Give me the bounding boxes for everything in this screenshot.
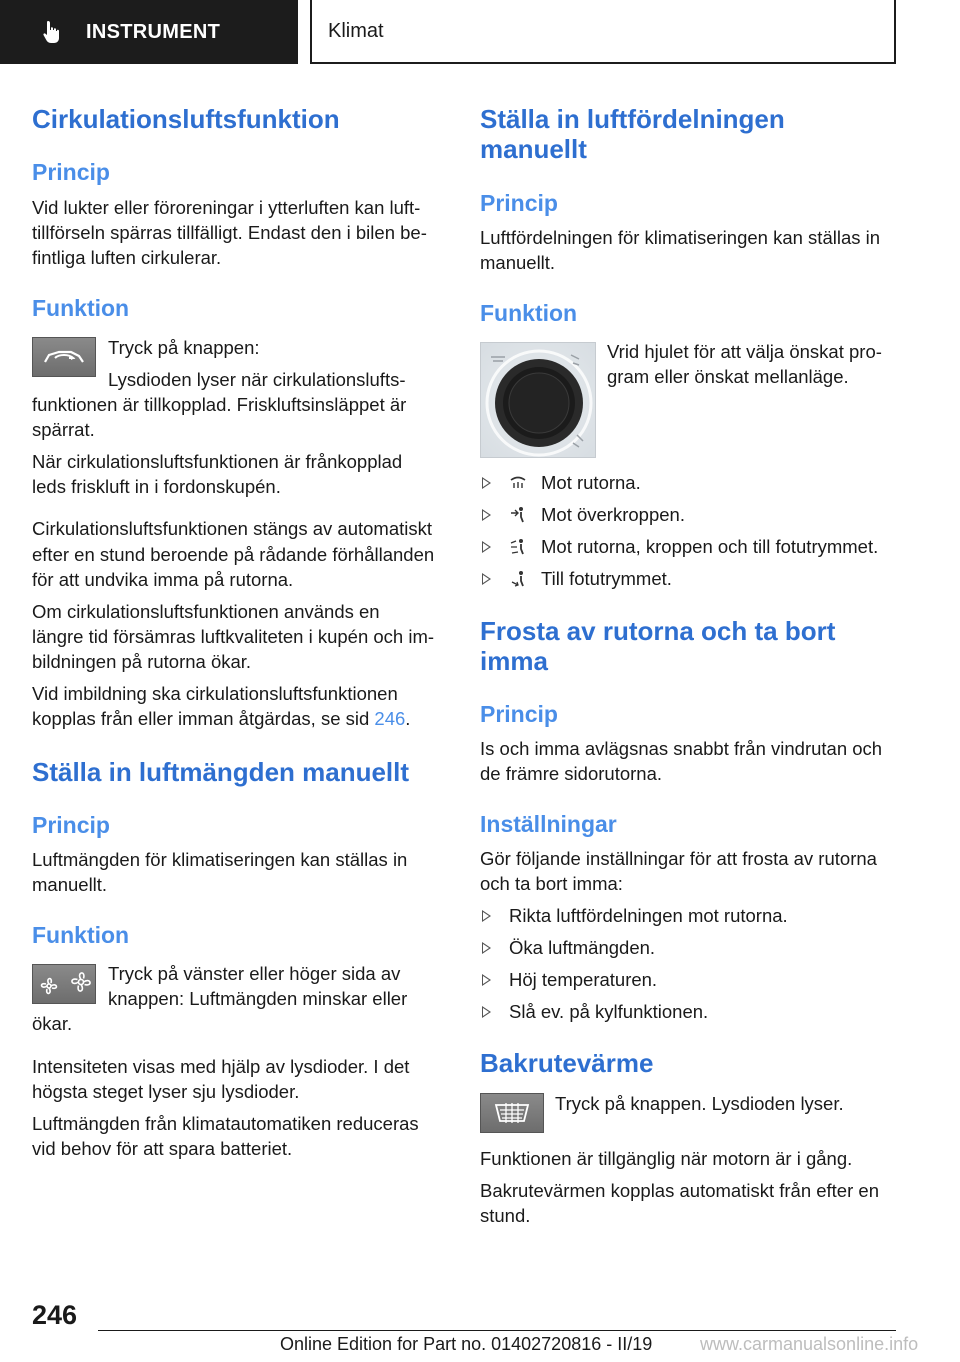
defrost-settings-line: och ta bort imma: — [480, 873, 623, 894]
list-item-text: Till fotutrymmet. — [541, 568, 672, 589]
defrost-principle-heading: Princip — [480, 701, 558, 727]
air-press-line: knappen: Luftmängden minskar eller — [108, 988, 408, 1009]
air-principle-line: Luftmängden för klimatiseringen kan ställas in — [32, 849, 408, 870]
defrost-principle-line: de främre sidorutorna. — [480, 763, 663, 784]
bullet-triangle-icon — [482, 541, 491, 553]
list-item-text: Slå ev. på kylfunktionen. — [509, 1001, 709, 1022]
recirc-auto-line: för att undvika imma på rutorna. — [32, 569, 294, 590]
list-item-text: Höj temperaturen. — [509, 969, 658, 990]
defrost-title: Frosta av rutorna och ta bort — [480, 616, 836, 646]
recirc-off-line: leds friskluft in i fordonskupén. — [32, 476, 281, 497]
recirc-led-line: Lysdioden lyser när cirkulationslufts- — [108, 369, 406, 390]
bullet-triangle-icon — [482, 942, 491, 954]
list-item — [482, 470, 641, 496]
recirc-principle-line: tillförseln spärras tillfälligt. Endast den i bilen be- — [32, 222, 427, 243]
recirc-long-line: bildningen på rutorna ökar. — [32, 651, 252, 672]
list-item-text: Mot rutorna, kroppen och till fotutrymmet. — [541, 536, 879, 557]
bullet-triangle-icon — [482, 1006, 491, 1018]
watermark-text: www.carmanualsonline.info — [700, 1334, 919, 1354]
air-reduce-line: vid behov för att spara batteriet. — [32, 1138, 293, 1159]
recirc-title: Cirkulationsluftsfunktion — [32, 104, 340, 134]
recirculation-button-icon — [32, 337, 96, 377]
bullet-triangle-icon — [482, 974, 491, 986]
rear-title: Bakrutevärme — [480, 1048, 654, 1078]
recirc-principle-line: Vid lukter eller föroreningar i ytterluften kan luft- — [32, 197, 421, 218]
recirc-function-heading: Funktion — [32, 295, 130, 321]
recirc-fog-period: . — [405, 708, 411, 729]
dist-title: Ställa in luftfördelningen — [480, 104, 785, 134]
recirc-principle-heading: Princip — [32, 159, 110, 185]
list-item-text: Mot rutorna. — [541, 472, 641, 493]
air-distribution-wheel — [480, 342, 596, 458]
fan-speed-icon — [35, 968, 93, 1000]
dist-title: manuellt — [480, 134, 587, 164]
page-link-246[interactable]: 246 — [374, 708, 406, 729]
dist-wheel-line: Vrid hjulet för att välja önskat pro- — [607, 341, 882, 362]
chapter-tab[interactable] — [310, 0, 896, 64]
recirc-long-line: längre tid försämras luftkvaliteten i kupén och im- — [32, 626, 435, 647]
distribution-knob-icon — [481, 343, 597, 459]
list-item — [482, 967, 657, 993]
air-press-line: Tryck på vänster eller höger sida av — [108, 963, 401, 984]
recirc-fog-line — [32, 706, 410, 732]
list-item — [482, 903, 788, 929]
dist-function-heading: Funktion — [480, 300, 578, 326]
recirc-led-line: funktionen är tillkopplad. Friskluftsinsläppet är — [32, 394, 407, 415]
page-number: 246 — [32, 1300, 78, 1330]
air-title: Ställa in luftmängden manuellt — [32, 757, 410, 787]
list-item — [482, 502, 685, 528]
air-principle-line: manuellt. — [32, 874, 108, 895]
recirc-auto-line: efter en stund beroende på rådande förhållanden — [32, 544, 435, 565]
recirculation-car-icon — [41, 346, 87, 368]
list-item — [482, 999, 708, 1025]
defrost-principle-line: Is och imma avlägsnas snabbt från vindrutan och — [480, 738, 883, 759]
upper-body-airflow-icon — [509, 506, 527, 524]
air-reduce-line: Luftmängden från klimatautomatiken reduceras — [32, 1113, 419, 1134]
footer-divider — [98, 1330, 896, 1331]
all-zones-airflow-icon — [509, 538, 527, 556]
dist-principle-line: Luftfördelningen för klimatiseringen kan ställas in — [480, 227, 881, 248]
recirc-long-line: Om cirkulationsluftsfunktionen används en — [32, 601, 380, 622]
recirc-led-line: spärrat. — [32, 419, 95, 440]
rear-press-text: Tryck på knappen. Lysdioden lyser. — [555, 1093, 844, 1114]
bullet-triangle-icon — [482, 910, 491, 922]
rear-auto-line: stund. — [480, 1205, 531, 1226]
bullet-triangle-icon — [482, 573, 491, 585]
rear-defrost-button-icon — [480, 1093, 544, 1133]
air-led-line: Intensiteten visas med hjälp av lysdioder. I det — [32, 1056, 410, 1077]
section-tab[interactable] — [0, 0, 298, 64]
recirc-principle-line: fintliga luften cirkulerar. — [32, 247, 222, 268]
defrost-settings-heading: Inställningar — [480, 811, 617, 837]
list-item-text: Rikta luftfördelningen mot rutorna. — [509, 905, 788, 926]
page-header — [0, 0, 960, 66]
list-item-text: Mot överkroppen. — [541, 504, 685, 525]
hand-pointer-icon — [40, 19, 64, 45]
air-principle-heading: Princip — [32, 812, 110, 838]
fan-button-icon — [32, 964, 96, 1004]
bullet-triangle-icon — [482, 477, 491, 489]
recirc-press-text: Tryck på knappen: — [108, 337, 260, 358]
recirc-fog-line: Vid imbildning ska cirkulationsluftsfunktionen — [32, 683, 398, 704]
air-function-heading: Funktion — [32, 922, 130, 948]
defrost-title: imma — [480, 646, 548, 676]
bullet-triangle-icon — [482, 509, 491, 521]
rear-auto-line: Bakrutevärmen kopplas automatiskt från efter en — [480, 1180, 879, 1201]
edition-text: Online Edition for Part no. 01402720816 - II/19 — [280, 1334, 653, 1354]
section-label: INSTRUMENT — [86, 20, 221, 43]
air-press-line: ökar. — [32, 1013, 73, 1034]
chapter-label: Klimat — [328, 19, 384, 42]
list-item — [482, 935, 655, 961]
dist-principle-heading: Princip — [480, 190, 558, 216]
list-item — [482, 534, 878, 560]
rear-window-heating-icon — [492, 1101, 532, 1125]
recirc-auto-line: Cirkulationsluftsfunktionen stängs av automatiskt — [32, 518, 433, 539]
windshield-airflow-icon — [509, 474, 527, 492]
list-item — [482, 566, 672, 592]
defrost-settings-line: Gör följande inställningar för att frosta av rutorna — [480, 848, 877, 869]
dist-principle-line: manuellt. — [480, 252, 556, 273]
air-led-line: högsta steget lyser sju lysdioder. — [32, 1081, 300, 1102]
dist-wheel-line: gram eller önskat mellanläge. — [607, 366, 849, 387]
footwell-airflow-icon — [509, 570, 527, 588]
recirc-fog-text: kopplas från eller imman åtgärdas, se sid — [32, 708, 375, 729]
rear-engine-text: Funktionen är tillgänglig när motorn är i gång. — [480, 1148, 853, 1169]
list-item-text: Öka luftmängden. — [509, 937, 656, 958]
recirc-off-line: När cirkulationsluftsfunktionen är frånkopplad — [32, 451, 403, 472]
